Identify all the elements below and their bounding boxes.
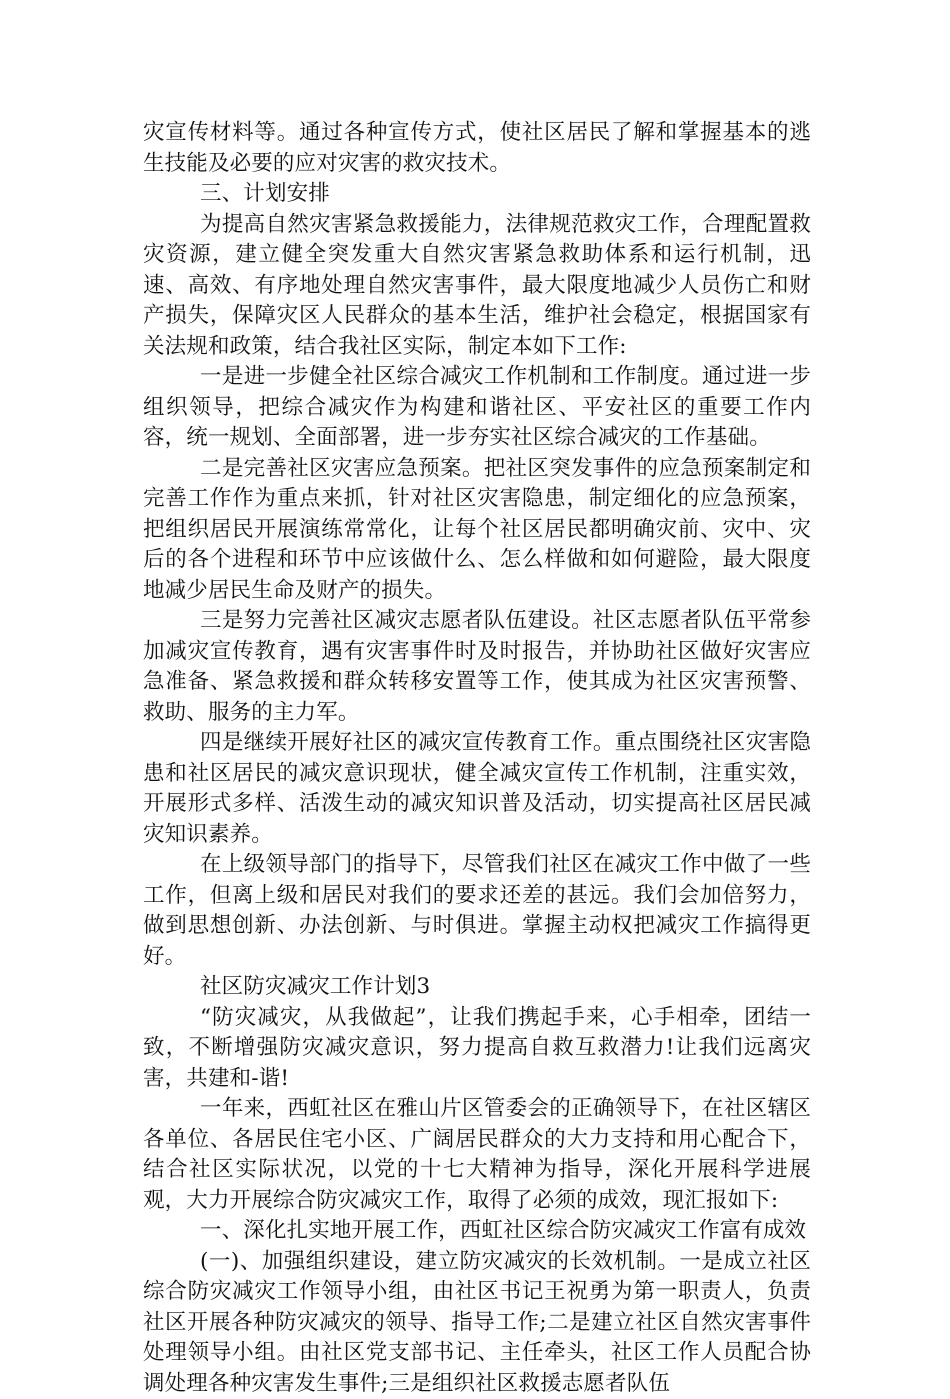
paragraph-conclusion: 在上级领导部门的指导下，尽管我们社区在减灾工作中做了一些工作，但离上级和居民对我们的要求还差的甚远。我们会加倍努力，做到思想创新、办法创新、与时俱进。掌握主动权把减灾工作搞得更好。 — [143, 850, 811, 972]
paragraph-item-three: 三是努力完善社区减灾志愿者队伍建设。社区志愿者队伍平常参加减灾宣传教育，遇有灾害事件时及时报告，并协助社区做好灾害应急准备、紧急救援和群众转移安置等工作，使其成为社区灾害预警、救助、服务的主力军。 — [143, 606, 811, 728]
paragraph-plan-intro: 为提高自然灾害紧急救援能力，法律规范救灾工作，合理配置救灾资源，建立健全突发重大自然灾害紧急救助体系和运行机制，迅速、高效、有序地处理自然灾害事件，最大限度地减少人员伤亡和财产损失，保障灾区人民群众的基本生活，维护社会稳定，根据国家有关法规和政策，结合我社区实际，制定本如下工作: — [143, 210, 811, 363]
paragraph-item-four: 四是继续开展好社区的减灾宣传教育工作。重点围绕社区灾害隐患和社区居民的减灾意识现状，健全减灾宣传工作机制，注重实效，开展形式多样、活泼生动的减灾知识普及活动，切实提高社区居民减灾知识素养。 — [143, 728, 811, 850]
paragraph-slogan: “防灾减灾，从我做起”，让我们携起手来，心手相牵，团结一致，不断增强防灾减灾意识，努力提高自救互救潜力!让我们远离灾害，共建和-谐! — [143, 1003, 811, 1095]
paragraph-year-summary: 一年来，西虹社区在雅山片区管委会的正确领导下，在社区辖区各单位、各居民住宅小区、广阔居民群众的大力支持和用心配合下，结合社区实际状况，以党的十七大精神为指导，深化开展科学进展观，大力开展综合防灾减灾工作，取得了必须的成效，现汇报如下: — [143, 1094, 811, 1216]
paragraph-organization: (一)、加强组织建设，建立防灾减灾的长效机制。一是成立社区综合防灾减灾工作领导小组，由社区书记王祝勇为第一职责人，负责社区开展各种防灾减灾的领导、指导工作;二是建立社区自然灾害事件处理领导小组。由社区党支部书记、主任牵头，社区工作人员配合协调处理各种灾害发生事件;三是组织社区救援志愿者队伍 — [143, 1247, 811, 1399]
paragraph-disaster-publicity: 灾宣传材料等。通过各种宣传方式，使社区居民了解和掌握基本的逃生技能及必要的应对灾害的救灾技术。 — [143, 118, 811, 179]
document-subtitle-plan-3: 社区防灾减灾工作计划3 — [143, 972, 811, 1003]
section-heading-work: 一、深化扎实地开展工作，西虹社区综合防灾减灾工作富有成效 — [143, 1216, 811, 1247]
document-page — [143, 118, 811, 1399]
paragraph-item-one: 一是进一步健全社区综合减灾工作机制和工作制度。通过进一步组织领导，把综合减灾作为构建和谐社区、平安社区的重要工作内容，统一规划、全面部署，进一步夯实社区综合减灾的工作基础。 — [143, 362, 811, 454]
paragraph-item-two: 二是完善社区灾害应急预案。把社区突发事件的应急预案制定和完善工作作为重点来抓，针对社区灾害隐患，制定细化的应急预案，把组织居民开展演练常常化，让每个社区居民都明确灾前、灾中、灾后的各个进程和环节中应该做什么、怎么样做和如何避险，最大限度地减少居民生命及财产的损失。 — [143, 454, 811, 607]
section-heading-plan: 三、计划安排 — [143, 179, 811, 210]
